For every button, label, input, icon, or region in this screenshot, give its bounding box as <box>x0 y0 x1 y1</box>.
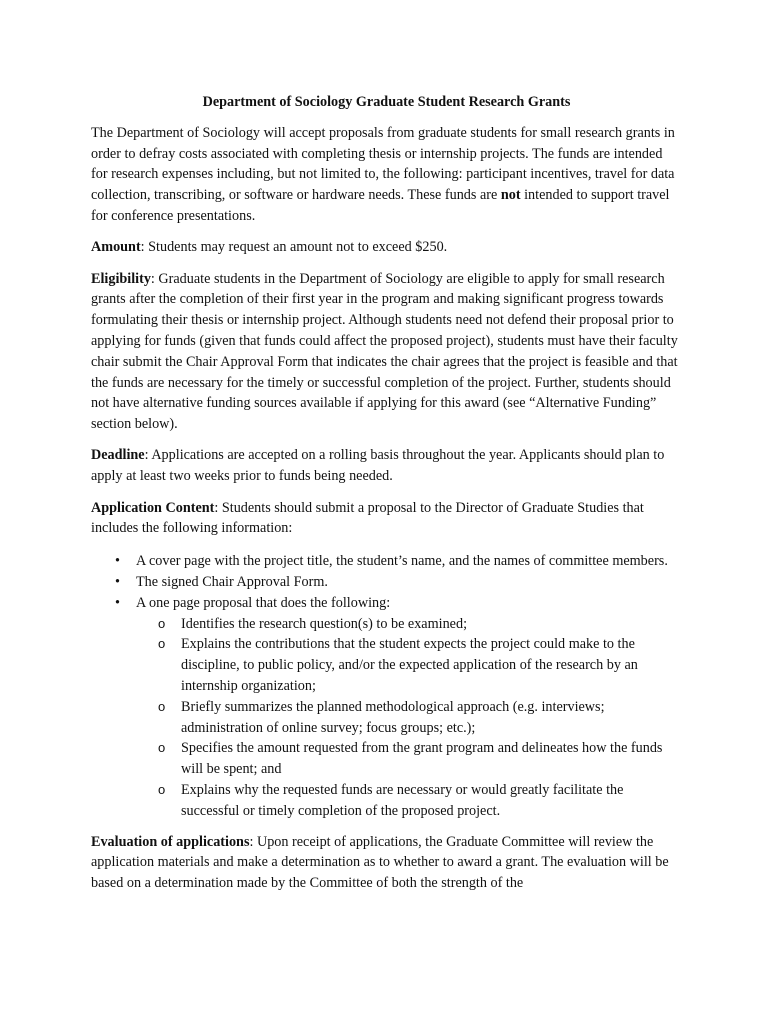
sub-list-item-text: Specifies the amount requested from the grant program and delineates how the funds will be spent; and <box>181 740 663 778</box>
sub-bullet-icon: o <box>158 740 166 756</box>
sub-list-item-text: Identifies the research question(s) to be examined; <box>181 615 468 632</box>
application-items-list <box>91 551 682 821</box>
sub-list-item <box>136 697 682 739</box>
deadline-text: : Applications are accepted on a rolling basis throughout the year. Applicants should plan to apply at least two weeks prior to funds being needed. <box>91 447 665 485</box>
proposal-sub-list <box>136 614 682 822</box>
list-item <box>91 551 682 572</box>
deadline-label: Deadline <box>91 447 145 464</box>
bullet-icon: • <box>115 553 120 570</box>
sub-bullet-icon: o <box>158 781 166 797</box>
list-item <box>91 572 682 593</box>
list-item-text: A cover page with the project title, the student’s name, and the names of committee members. <box>136 553 668 570</box>
amount-text: : Students may request an amount not to exceed $250. <box>140 239 448 256</box>
sub-bullet-icon: o <box>158 615 166 631</box>
application-content-text: : Students should submit a proposal to the Director of Graduate Studies that includes the following information: <box>91 499 644 537</box>
sub-list-item-text: Briefly summarizes the planned methodological approach (e.g. interviews; administration of online survey; focus groups; etc.); <box>181 698 605 736</box>
sub-list-item <box>136 780 682 822</box>
evaluation-label: Evaluation of applications <box>91 833 250 850</box>
application-content-paragraph <box>91 498 682 540</box>
eligibility-label: Eligibility <box>91 270 151 287</box>
sub-list-item <box>136 614 682 635</box>
application-content-label: Application Content <box>91 499 215 516</box>
intro-text-end: intended to support travel for conference presentations. <box>91 187 670 224</box>
evaluation-paragraph <box>91 832 682 894</box>
deadline-paragraph <box>91 445 682 487</box>
list-item-text: The signed Chair Approval Form. <box>136 573 328 590</box>
intro-bold-not: not <box>500 187 521 204</box>
evaluation-text: : Upon receipt of applications, the Graduate Committee will review the application materials and make a determination as to whether to award a grant. The evaluation will be based on a determination made by the Committee of both the strength of the <box>91 833 669 892</box>
sub-list-item <box>136 634 682 696</box>
intro-text: The Department of Sociology will accept proposals from graduate students for small research grants in order to defray costs associated with completing thesis or internship projects. The funds are intended for research expenses including, but not limited to, the following: participant incentives, travel for data collection, transcribing, or software or hardware needs. These funds are <box>91 124 675 204</box>
sub-list-item-text: Explains the contributions that the student expects the project could make to the discipline, to public policy, and/or the expected application of the research by an internship organization; <box>181 636 638 694</box>
list-item <box>91 593 682 822</box>
amount-paragraph <box>91 237 682 258</box>
list-item-text: A one page proposal that does the following: <box>136 594 391 611</box>
eligibility-paragraph <box>91 269 682 435</box>
sub-list-item <box>136 738 682 780</box>
bullet-icon: • <box>115 573 120 590</box>
sub-bullet-icon: o <box>158 698 166 714</box>
bullet-icon: • <box>115 594 120 611</box>
eligibility-text: : Graduate students in the Department of Sociology are eligible to apply for small research grants after the completion of their first year in the program and making significant progress towards formulating their thesis or internship project. Although students need not defend their proposal prior to applying for funds (given that funds could affect the proposed project), students must have their faculty chair submit the Chair Approval Form that indicates the chair agrees that the project is feasible and that the funds are necessary for the timely or successful completion of the project. Further, students should not have alternative funding sources available if applying for this award (see “Alternative Funding” section below). <box>91 270 678 433</box>
document-title: Department of Sociology Graduate Student Research Grants <box>202 94 571 110</box>
intro-paragraph <box>91 123 682 227</box>
sub-list-item-text: Explains why the requested funds are necessary or would greatly facilitate the successful or timely completion of the proposed project. <box>181 781 624 819</box>
amount-label: Amount <box>91 239 141 256</box>
sub-bullet-icon: o <box>158 636 166 652</box>
